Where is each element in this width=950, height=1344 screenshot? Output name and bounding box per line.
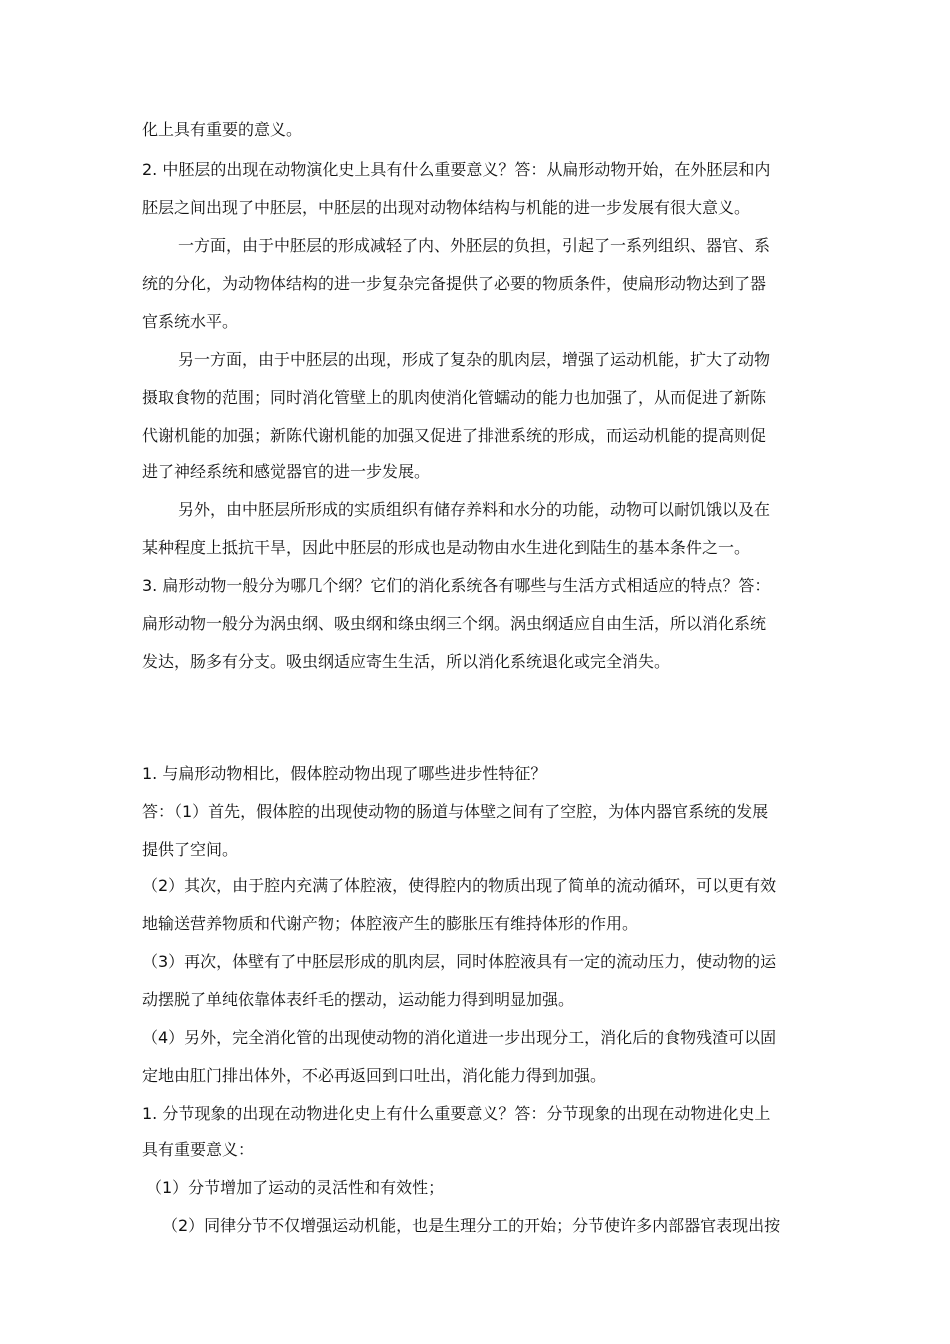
text-line: 代谢机能的加强；新陈代谢机能的加强又促进了排泄系统的形成，而运动机能的提高则促	[142, 426, 767, 445]
text-line: 进了神经系统和感觉器官的进一步发展。	[142, 462, 431, 481]
answer-item-1: （1）分节增加了运动的灵活性和有效性；	[146, 1178, 445, 1197]
answer-item-3: （3）再次，体壁有了中胚层形成的肌肉层，同时体腔液具有一定的流动压力，使动物的运	[142, 952, 777, 971]
text-line: 某种程度上抵抗干旱，因此中胚层的形成也是动物由水生进化到陆生的基本条件之一。	[142, 538, 751, 557]
answer-line: 答：（1）首先，假体腔的出现使动物的肠道与体壁之间有了空腔，为体内器官系统的发展	[142, 802, 769, 821]
text-line: 定地由肛门排出体外，不必再返回到口吐出，消化能力得到加强。	[142, 1066, 607, 1085]
text-line: 化上具有重要的意义。	[142, 120, 303, 139]
paragraph-start: 另外，由中胚层所形成的实质组织有储存养料和水分的功能，动物可以耐饥饿以及在	[178, 500, 771, 519]
answer-item-4: （4）另外，完全消化管的出现使动物的消化道进一步出现分工，消化后的食物残渣可以固	[142, 1028, 777, 1047]
paragraph-start: 另一方面，由于中胚层的出现，形成了复杂的肌肉层，增强了运动机能，扩大了动物	[178, 350, 771, 369]
paragraph-start: 一方面，由于中胚层的形成减轻了内、外胚层的负担，引起了一系列组织、器官、系	[178, 236, 771, 255]
text-line: 统的分化，为动物体结构的进一步复杂完备提供了必要的物质条件，使扁形动物达到了器	[142, 274, 767, 293]
answer-item-2: （2）其次，由于腔内充满了体腔液，使得腔内的物质出现了简单的流动循环，可以更有效	[142, 876, 777, 895]
text-line: 动摆脱了单纯依靠体表纤毛的摆动，运动能力得到明显加强。	[142, 990, 575, 1009]
text-line: 地输送营养物质和代谢产物；体腔液产生的膨胀压有维持体形的作用。	[142, 914, 639, 933]
answer-item-2b: （2）同律分节不仅增强运动机能，也是生理分工的开始；分节使许多内部器官表现出按	[162, 1216, 781, 1235]
text-line: 胚层之间出现了中胚层，中胚层的出现对动物体结构与机能的进一步发展有很大意义。	[142, 198, 751, 217]
text-line: 提供了空间。	[142, 840, 239, 859]
text-line: 发达，肠多有分支。吸虫纲适应寄生生活，所以消化系统退化或完全消失。	[142, 652, 671, 671]
question-1-line: 1. 与扁形动物相比，假体腔动物出现了哪些进步性特征？	[142, 764, 547, 783]
text-line: 官系统水平。	[142, 312, 239, 331]
text-line: 具有重要意义：	[142, 1140, 255, 1159]
text-line: 扁形动物一般分为涡虫纲、吸虫纲和绦虫纲三个纲。涡虫纲适应自由生活，所以消化系统	[142, 614, 767, 633]
question-1b-line: 1. 分节现象的出现在动物进化史上有什么重要意义？答：分节现象的出现在动物进化史上	[142, 1104, 771, 1123]
question-3-line: 3. 扁形动物一般分为哪几个纲？它们的消化系统各有哪些与生活方式相适应的特点？答：	[142, 576, 771, 595]
question-2-line: 2. 中胚层的出现在动物演化史上具有什么重要意义？答：从扁形动物开始，在外胚层和内	[142, 160, 771, 179]
text-line: 摄取食物的范围；同时消化管壁上的肌肉使消化管蠕动的能力也加强了，从而促进了新陈	[142, 388, 767, 407]
